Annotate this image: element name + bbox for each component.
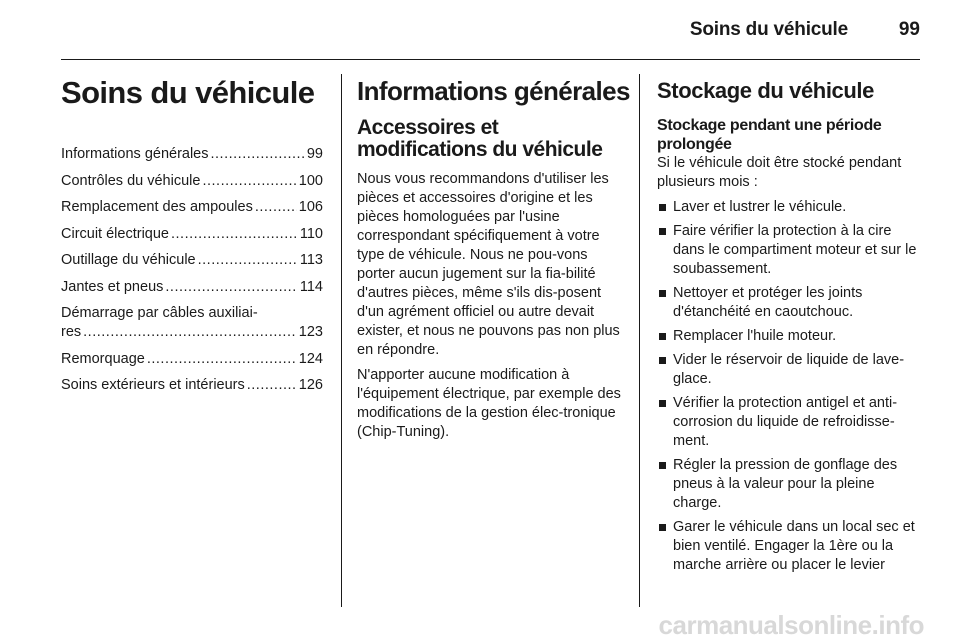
toc-leader — [198, 251, 298, 270]
list-item: Garer le véhicule dans un local sec et bien ventilé. Engager la 1ère ou la marche arrière ou placer le levier — [657, 518, 921, 575]
toc-leader — [247, 376, 297, 395]
bullet-square-icon — [659, 357, 666, 364]
storage-checklist — [657, 198, 921, 575]
general-info-column — [357, 76, 630, 448]
list-item: Remplacer l'huile moteur. — [657, 327, 921, 346]
section-title: Stockage du véhicule — [657, 78, 874, 103]
list-item: Vider le réservoir de liquide de lave-glace. — [657, 351, 921, 389]
toc-entry-label: Remplacement des ampoules — [61, 199, 253, 215]
subsection-title: Accessoires et modifications du véhicule — [357, 116, 603, 161]
toc-entry[interactable] — [61, 251, 323, 270]
toc-list — [61, 145, 323, 395]
toc-entry-page: 99 — [306, 146, 323, 162]
bullet-square-icon — [659, 333, 666, 340]
toc-entry-page: 113 — [299, 252, 323, 268]
toc-entry-label: Contrôles du véhicule — [61, 172, 201, 189]
bullet-square-icon — [659, 290, 666, 297]
toc-entry-label: Remorquage — [61, 350, 145, 367]
bullet-square-icon — [659, 400, 666, 407]
bullet-square-icon — [659, 228, 666, 235]
toc-entry-page: 126 — [298, 377, 323, 393]
bullet-square-icon — [659, 524, 666, 531]
list-item: Vérifier la protection antigel et anti-corrosion du liquide de refroidisse-ment. — [657, 394, 921, 451]
bullet-square-icon — [659, 204, 666, 211]
toc-entry[interactable] — [61, 304, 323, 342]
toc-leader — [171, 225, 298, 244]
chapter-title: Soins du véhicule — [61, 75, 315, 110]
toc-entry[interactable] — [61, 172, 323, 191]
toc-leader — [211, 145, 305, 164]
toc-entry-page: 106 — [298, 199, 323, 215]
toc-leader — [255, 198, 297, 217]
toc-entry[interactable] — [61, 350, 323, 369]
running-header-title: Soins du véhicule — [689, 19, 848, 40]
page-number: 99 — [898, 19, 920, 40]
list-item: Nettoyer et protéger les joints d'étanchéité en caoutchouc. — [657, 284, 921, 322]
toc-entry[interactable] — [61, 278, 323, 297]
toc-entry-page: 110 — [299, 225, 323, 242]
toc-entry-page: 123 — [298, 324, 323, 340]
paragraph: Nous vous recommandons d'utiliser les pièces et accessoires d'origine et les pièces homologuées par l'usine correspondant spécifiquement à votre type de véhicule. Nous ne pou-vons porter aucun jugement sur la fia-bilité d'autres pièces, même s'ils dis-posent d'un agrément officiel ou autre devait exister, et nous ne pouvons pas non plus en répondre. — [357, 171, 620, 358]
toc-entry-label: Informations générales — [61, 146, 209, 162]
toc-entry-page: 124 — [298, 350, 323, 367]
toc-leader — [202, 172, 296, 191]
toc-entry-label: Circuit électrique — [61, 225, 169, 242]
watermark: carmanualsonline.info — [658, 610, 924, 640]
list-item: Faire vérifier la protection à la cire dans le compartiment moteur et sur le soubassement. — [657, 222, 921, 279]
bullet-square-icon — [659, 462, 666, 469]
toc-entry-page: 100 — [298, 172, 323, 189]
toc-entry-label-cont: res — [61, 324, 82, 340]
toc-leader — [83, 323, 297, 342]
toc-entry-label: Outillage du véhicule — [61, 252, 196, 268]
header-divider — [61, 59, 920, 60]
toc-entry[interactable] — [61, 376, 323, 395]
section-title: Informations générales — [357, 76, 630, 106]
toc-entry-label: Démarrage par câbles auxiliai- — [61, 305, 258, 321]
column-divider-2 — [639, 74, 640, 607]
intro-paragraph: Si le véhicule doit être stocké pendant plusieurs mois : — [657, 155, 902, 190]
subsection-title: Stockage pendant une période prolongée — [657, 117, 882, 153]
toc-leader — [165, 278, 297, 297]
toc-entry-label: Soins extérieurs et intérieurs — [61, 377, 245, 393]
toc-column — [61, 76, 323, 403]
toc-entry[interactable] — [61, 225, 323, 244]
toc-leader — [147, 350, 297, 369]
toc-entry-label: Jantes et pneus — [61, 278, 164, 295]
storage-column — [657, 76, 921, 580]
toc-entry[interactable] — [61, 145, 323, 164]
column-divider-1 — [341, 74, 342, 607]
toc-entry-page: 114 — [299, 278, 323, 295]
toc-entry[interactable] — [61, 198, 323, 217]
list-item: Régler la pression de gonflage des pneus à la valeur pour la pleine charge. — [657, 456, 921, 513]
list-item: Laver et lustrer le véhicule. — [657, 198, 921, 217]
paragraph: N'apporter aucune modification à l'équipement électrique, par exemple des modifications de la gestion élec-tronique (Chip-Tuning). — [357, 367, 621, 440]
